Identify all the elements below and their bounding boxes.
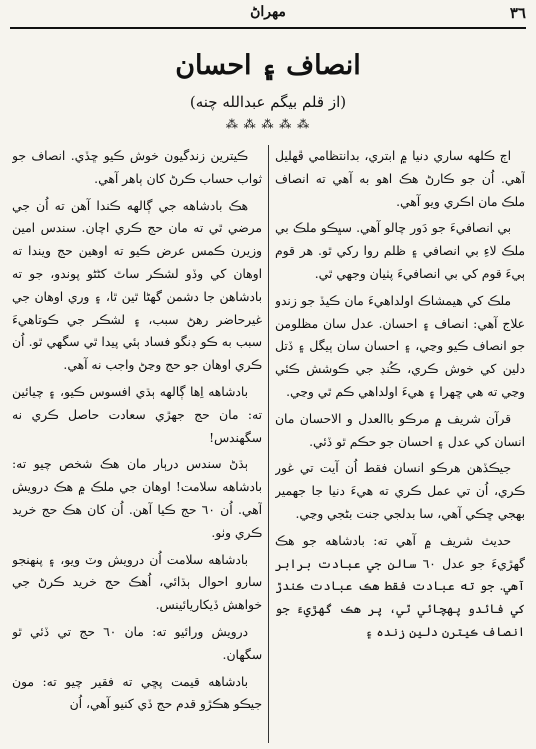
paragraph: قرآن شريف ۾ مرڪو باالعدل و الاحسان مان انسان کي عدل ۽ احسان جو حڪم ٿو ڏئي. [275,411,525,449]
page-header [10,4,526,26]
paragraph: حديث شريف ۾ آهي ته: بادشاهه جو هڪ گهڙيءَ جو عدل ٦٠ سالن جي عبادت برابر آهي. جو ته عبادت فقط هڪ عبادت ڪندڙ کي فائدو پهچائي ٿي، پر هڪ گهڙيءَ جو انصاف ڪيترن دلين زنده ۽ [275,533,525,639]
page-number: ٣٦ [509,4,526,22]
column-divider [268,145,269,743]
paragraph: ٻڌڻ سندس درٻار مان هڪ شخص چيو ته: بادشاهه سلامت! اوهان جي ملڪ ۾ هڪ درويش آهي. اُن ٦٠ حج ڪيا آهن. اُن کان هڪ حج خريد ڪري وٺو. [12,457,262,540]
header-rule [10,27,526,29]
paragraph: ڪيترين زندگيون خوش ڪيو ڇڏي. انصاف جو ثواب حساب ڪرڻ کان ٻاهر آهي. [12,149,262,186]
paragraph: ملڪ کي هيمشاڪ اولداهيءَ مان ڪيڏ جو زندو علاج آهي: انصاف ۽ احسان. عدل سان مظلومن جو انصاف ڪيو وڃي، ۽ احسان سان ٻيگل ۽ ڏتل دلين کي خوش ڪري، ڪُنڊ جي ڪوشش ڪئي وڃي ته هي ڇهرا ۽ هيءَ اولداهي ڪم ٿي وڃي. [275,293,525,399]
right-text-column [275,145,525,743]
article-byline: (از قلم بيگم عبدالله چنه) [189,93,347,111]
paragraph: جيڪڏهن هرڪو انسان فقط اُن آيت تي غور ڪري، اُن تي عمل ڪري ته هيءَ دنيا جا جهمير بهجي ڇڪي آهي، سا بدلجي جنت بڻجي وڃي. [275,461,525,521]
paragraph: درويش ورائيو ته: مان ٦٠ حج تي ڏئي ٿو سگهان. [12,624,262,662]
journal-name: مهراڻ [250,4,286,20]
paragraph: بي انصافيءَ جو دَور چالو آهي. سڀڪو ملڪ بي ملڪ لاءِ بي انصافي ۽ ظلم روا رکي ٿو. هر قوم ٻيءَ قوم کي بي انصافيءَ پٺيان وجهي ٿي. [275,221,525,281]
paragraph: اڄ ڪلهه ساري دنيا ۾ ابتري، بدانتظامي ڦهليل آهي. اُن جو ڪارڻ هڪ اهو به آهي ته انصاف ملڪ مان اڪري ويو آهي. [275,149,525,209]
paragraph: بادشاهه سلامت اُن درويش وٽ ويو، ۽ پنهنجو سارو احوال ٻڌائي، اُهڪ حج خريد ڪرڻ جي خواهش ڏيکاريائينس. [12,552,262,613]
left-text-column [12,145,262,743]
decorative-ornament: ⁂ ⁂ ⁂ ⁂ ⁂ [225,117,311,131]
paragraph: بادشاهه اِها ڳالهه ٻڌي افسوس ڪيو، ۽ چيائين ته: مان حج جهڙي سعادت حاصل ڪري نه سگهندس! [12,384,262,445]
article-title: انصاف ۽ احسان [175,50,361,81]
paragraph: بادشاهه قيمت پڇي ته فقير چيو ته: مون جيڪو هڪڙو قدم حج ڏي کنيو آهي، اُن [12,674,262,712]
paragraph: هڪ بادشاهه جي ڳالهه ڪندا آهن ته اُن جي مرضي ٿي ته مان حج ڪري اچان. سندس امين وزيرن ڪمس عرض ڪيو ته اوهين حج ويندا ته اوهان کي وڏو لشڪر ساٿ کڻڻو پوندو، جو ته بادشاهن جا دشمن گهڻا ٿين ٿا، ۽ وري اوهان جي غيرحاضر رهڻ سبب، ۽ لشڪر جي ڪوتاهيءَ سبب به ڪو ڊنگو فساد ٻئي پيدا ٿي سگهي ٿو. اُن ڪري اوهان جو حج وڃڻ واجب نه آهي. [12,198,262,373]
